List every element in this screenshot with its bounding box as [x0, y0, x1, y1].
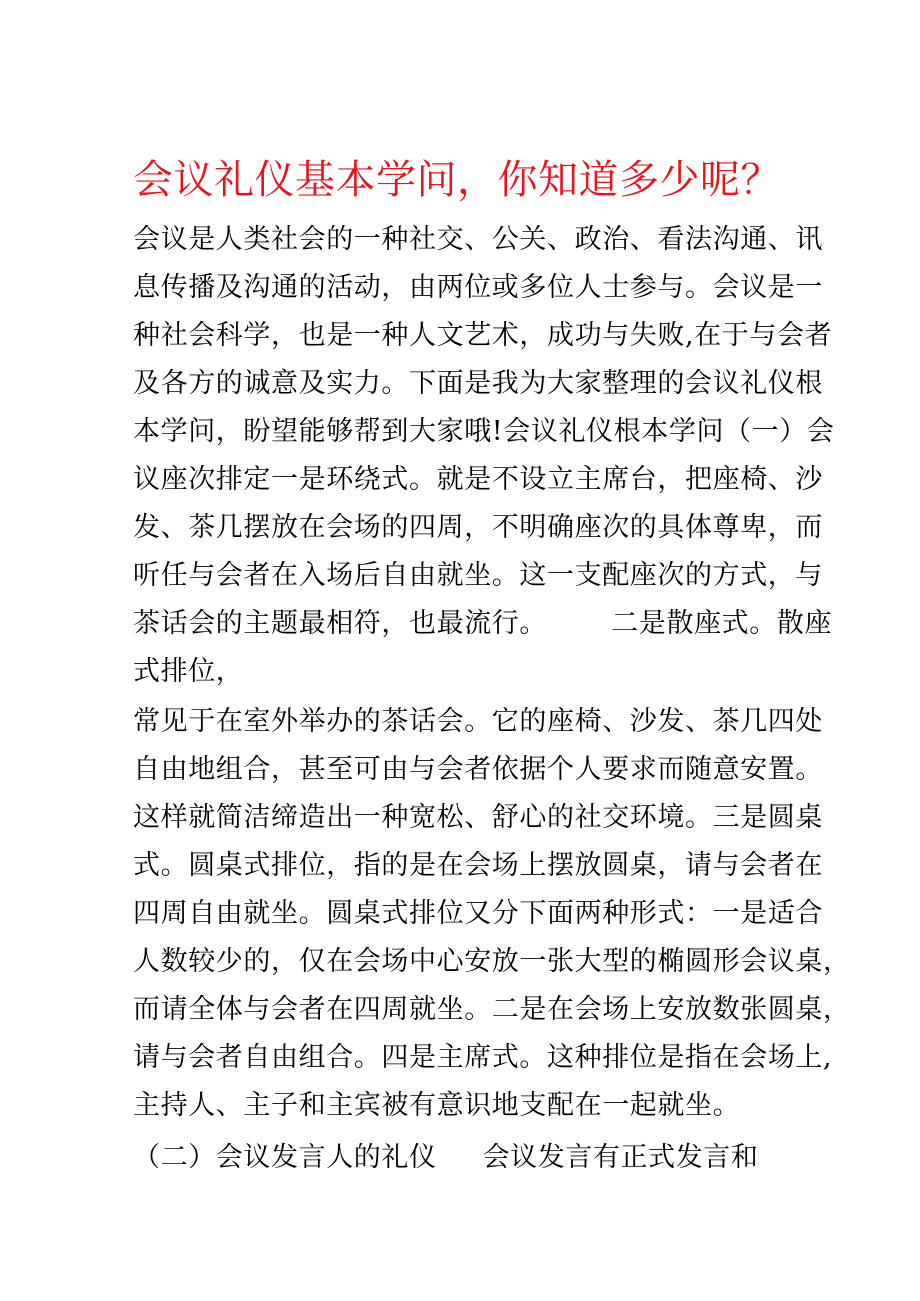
body-line: 常见于在室外举办的茶话会。它的座椅、沙发、茶几四处 [133, 706, 823, 737]
body-line: 式。圆桌式排位，指的是在会场上摆放圆桌，请与会者在 [133, 850, 823, 881]
body-line: 息传播及沟通的活动，由两位或多位人士参与。会议是一 [133, 272, 823, 303]
body-line: （二）会议发言人的礼仪 会议发言有正式发言和 [133, 1142, 759, 1173]
body-line: 听任与会者在入场后自由就坐。这一支配座次的方式，与 [133, 560, 823, 591]
body-line: 会议是人类社会的一种社交、公关、政治、看法沟通、讯 [133, 224, 823, 255]
body-line: 种社会科学，也是一种人文艺术，成功与失败,在于与会者 [133, 320, 833, 351]
body-line: 茶话会的主题最相符，也最流行。 二是散座式。散座 [133, 608, 833, 639]
body-line: 及各方的诚意及实力。下面是我为大家整理的会议礼仪根 [133, 368, 823, 399]
body-line: 主持人、主子和主宾被有意识地支配在一起就坐。 [133, 1090, 741, 1121]
body-line: 式排位， [133, 656, 244, 687]
body-line: 请与会者自由组合。四是主席式。这种排位是指在会场上, [133, 1042, 833, 1073]
body-line: 四周自由就坐。圆桌式排位又分下面两种形式：一是适合 [133, 898, 823, 929]
body-line: 这样就简洁缔造出一种宽松、舒心的社交环境。三是圆桌 [133, 802, 823, 833]
body-line: 人数较少的，仅在会场中心安放一张大型的椭圆形会议桌， [133, 946, 851, 977]
body-line: 而请全体与会者在四周就坐。二是在会场上安放数张圆桌， [133, 994, 851, 1025]
body-line: 发、茶几摆放在会场的四周，不明确座次的具体尊卑，而 [133, 512, 823, 543]
body-line: 自由地组合，甚至可由与会者依据个人要求而随意安置。 [133, 754, 823, 785]
document-title: 会议礼仪基本学问，你知道多少呢？ [133, 157, 781, 203]
body-line: 本学问，盼望能够帮到大家哦!会议礼仪根本学问（一）会 [133, 416, 835, 447]
body-line: 议座次排定一是环绕式。就是不设立主席台，把座椅、沙 [133, 464, 823, 495]
